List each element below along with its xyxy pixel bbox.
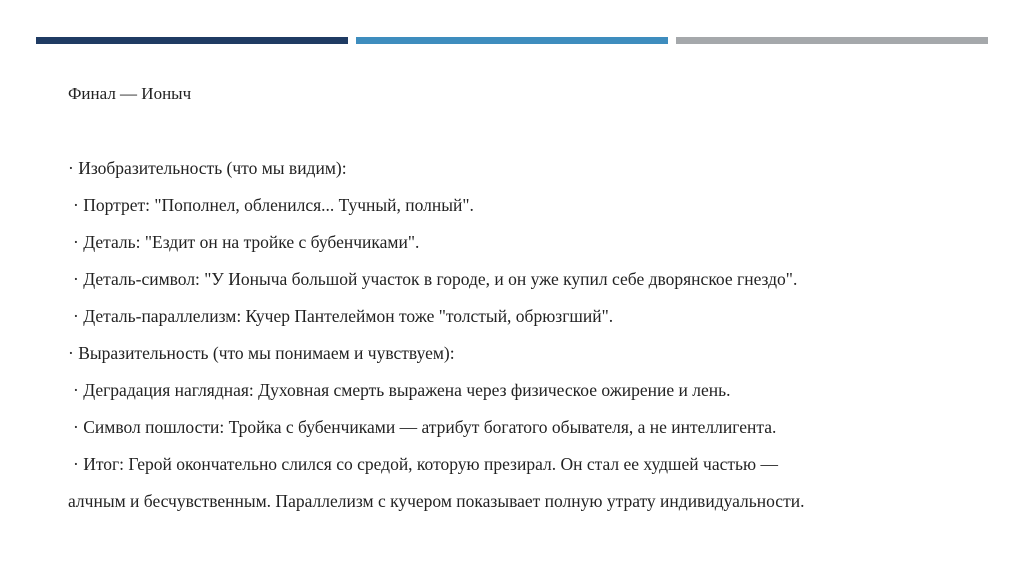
- bullet-degradation: · Деградация наглядная: Духовная смерть выражена через физическое ожирение и лень.: [73, 380, 731, 400]
- bullet-conclusion-continued: алчным и бесчувственным. Параллелизм с кучером показывает полную утрату индивидуальности.: [68, 491, 805, 511]
- bullet-conclusion: · Итог: Герой окончательно слился со средой, которую презирал. Он стал ее худшей частью —: [73, 454, 778, 474]
- bullet-vulgarity-symbol: · Символ пошлости: Тройка с бубенчиками — атрибут богатого обывателя, а не интеллигента.: [73, 417, 777, 437]
- section-heading-expressive: · Выразительность (что мы понимаем и чувствуем):: [68, 343, 455, 363]
- bullet-portrait: · Портрет: "Пополнел, обленился... Тучный, полный".: [73, 195, 474, 215]
- header-bar-blue: [356, 37, 668, 44]
- bullet-detail-parallelism: · Деталь-параллелизм: Кучер Пантелеймон тоже "толстый, обрюзгший".: [73, 306, 614, 326]
- header-bar-gray: [676, 37, 988, 44]
- header-bar-dark: [36, 37, 348, 44]
- header-decoration-bars: [36, 37, 988, 44]
- slide-title: Финал — Ионыч: [68, 84, 192, 103]
- bullet-detail: · Деталь: "Ездит он на тройке с бубенчиками".: [73, 232, 420, 252]
- bullet-detail-symbol: · Деталь-символ: "У Ионыча большой участок в городе, и он уже купил себе дворянское гнездо".: [73, 269, 798, 289]
- section-heading-visual: · Изобразительность (что мы видим):: [68, 158, 347, 178]
- slide-body: [68, 84, 988, 511]
